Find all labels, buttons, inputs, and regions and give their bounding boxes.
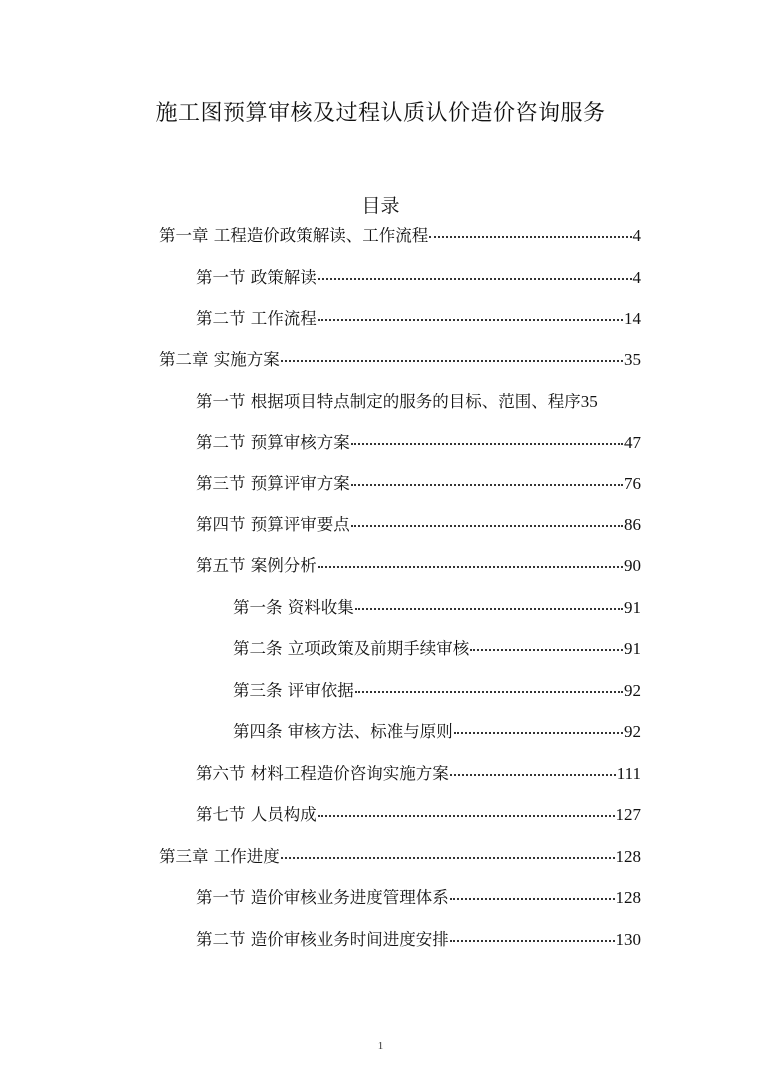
toc-entry-label: 第三节 预算评审方案 bbox=[196, 474, 350, 493]
toc-entry-page: 35 bbox=[624, 350, 641, 369]
toc-entry[interactable] bbox=[159, 843, 641, 867]
toc-entry-label: 第四节 预算评审要点 bbox=[196, 515, 350, 534]
toc-entry-page: 90 bbox=[624, 556, 641, 575]
toc-dot-leader bbox=[318, 566, 623, 568]
toc-entry[interactable] bbox=[196, 429, 641, 453]
toc-dot-leader bbox=[351, 484, 623, 486]
page-number: 1 bbox=[377, 1040, 384, 1052]
toc-entry-page: 92 bbox=[624, 681, 641, 700]
toc-entry-label: 第二节 造价审核业务时间进度安排 bbox=[196, 930, 449, 949]
toc-entry-page: 47 bbox=[624, 433, 641, 452]
toc-entry-label: 第二节 预算审核方案 bbox=[196, 433, 350, 452]
toc-entry-page: 91 bbox=[624, 639, 641, 658]
toc-entry-label: 第六节 材料工程造价咨询实施方案 bbox=[196, 764, 449, 783]
toc-entry-page: 4 bbox=[632, 268, 641, 287]
toc-entry-label: 第三条 评审依据 bbox=[233, 681, 354, 700]
toc-dot-leader bbox=[351, 443, 623, 445]
toc-entry-label: 第一条 资料收集 bbox=[233, 598, 354, 617]
toc-entry-label: 第二条 立项政策及前期手续审核 bbox=[233, 639, 470, 658]
toc-entry-page: 91 bbox=[624, 598, 641, 617]
toc-entry[interactable] bbox=[196, 760, 641, 784]
toc-heading: 目录 bbox=[361, 195, 400, 217]
toc-entry-label: 第三章 工作进度 bbox=[159, 847, 280, 866]
toc-dot-leader bbox=[470, 649, 623, 651]
toc-dot-leader bbox=[450, 774, 616, 776]
toc-entry[interactable] bbox=[233, 594, 641, 618]
toc-entry[interactable] bbox=[196, 801, 641, 825]
toc-entry[interactable] bbox=[196, 264, 641, 288]
toc-entry[interactable] bbox=[196, 926, 641, 950]
toc-entry-label: 第一节 根据项目特点制定的服务的目标、范围、程序 bbox=[196, 392, 581, 411]
toc-entry-page: 14 bbox=[624, 309, 641, 328]
toc-dot-leader bbox=[355, 608, 623, 610]
toc-entry[interactable] bbox=[159, 346, 641, 370]
toc-entry[interactable] bbox=[233, 677, 641, 701]
toc-entry[interactable] bbox=[196, 388, 641, 412]
toc-entry[interactable] bbox=[196, 305, 641, 329]
toc-entry-page: 76 bbox=[624, 474, 641, 493]
toc-dot-leader bbox=[454, 732, 623, 734]
toc-dot-leader bbox=[281, 857, 615, 859]
toc-dot-leader bbox=[318, 815, 615, 817]
toc-entry-label: 第四条 审核方法、标准与原则 bbox=[233, 722, 453, 741]
toc-entry[interactable] bbox=[196, 884, 641, 908]
toc-entry-page: 92 bbox=[624, 722, 641, 741]
toc-entry-label: 第七节 人员构成 bbox=[196, 805, 317, 824]
toc-entry-page: 130 bbox=[615, 930, 641, 949]
toc-entry[interactable] bbox=[196, 470, 641, 494]
toc-entry-page: 111 bbox=[616, 764, 641, 783]
toc-entry[interactable] bbox=[233, 718, 641, 742]
toc-entry-page: 86 bbox=[624, 515, 641, 534]
toc-entry-label: 第一节 政策解读 bbox=[196, 268, 317, 287]
toc-dot-leader bbox=[355, 691, 623, 693]
toc-entry-page: 128 bbox=[615, 847, 641, 866]
toc-dot-leader bbox=[281, 360, 623, 362]
toc-entry-label: 第二章 实施方案 bbox=[159, 350, 280, 369]
toc-entry[interactable] bbox=[159, 222, 641, 246]
toc-entry-page: 4 bbox=[632, 226, 641, 245]
toc-dot-leader bbox=[318, 278, 632, 280]
toc-entry-label: 第一章 工程造价政策解读、工作流程 bbox=[159, 226, 429, 245]
toc-entry-label: 第五节 案例分析 bbox=[196, 556, 317, 575]
toc-entry[interactable] bbox=[233, 635, 641, 659]
toc-entry[interactable] bbox=[196, 511, 641, 535]
document-title: 施工图预算审核及过程认质认价造价咨询服务 bbox=[155, 101, 606, 126]
toc-dot-leader bbox=[318, 319, 623, 321]
toc-dot-leader bbox=[450, 940, 615, 942]
toc-dot-leader bbox=[351, 525, 623, 527]
toc-entry-page: 127 bbox=[615, 805, 641, 824]
toc-dot-leader bbox=[450, 898, 615, 900]
toc-entry-label: 第一节 造价审核业务进度管理体系 bbox=[196, 888, 449, 907]
toc-entry[interactable] bbox=[196, 552, 641, 576]
toc-entry-label: 第二节 工作流程 bbox=[196, 309, 317, 328]
toc-dot-leader bbox=[429, 236, 631, 238]
toc-entry-page: 35 bbox=[580, 392, 598, 411]
toc-entry-page: 128 bbox=[615, 888, 641, 907]
